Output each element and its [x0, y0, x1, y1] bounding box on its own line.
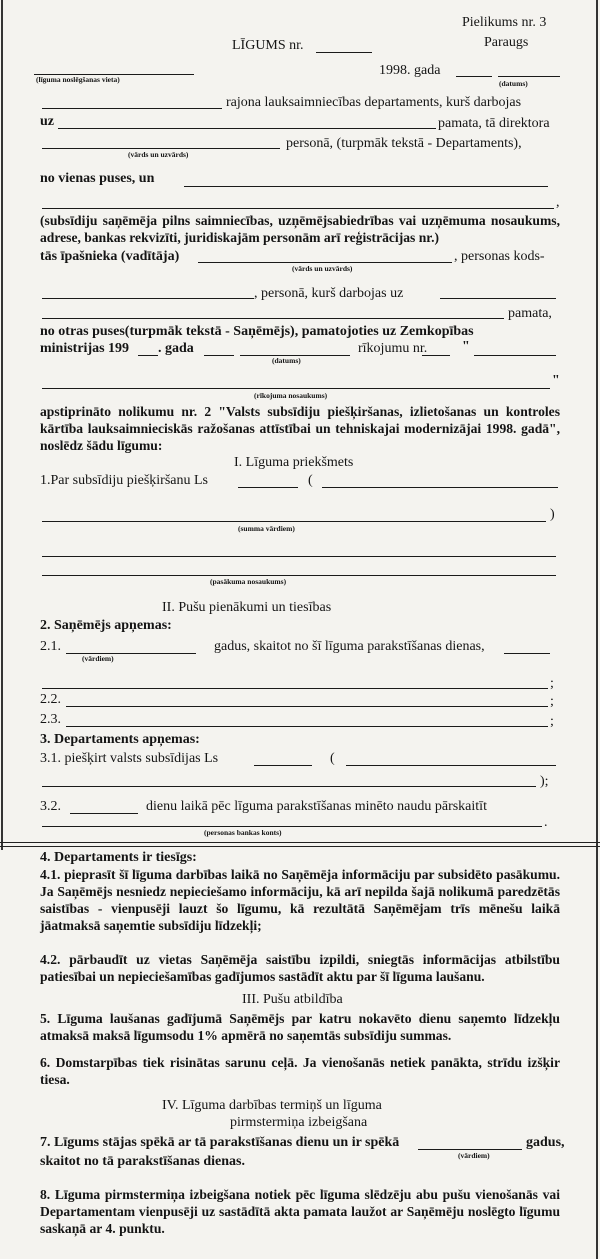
item21-tail-blank: [504, 653, 550, 654]
ipasnieka-label: tās īpašnieka (vadītāja): [40, 249, 180, 264]
director-name-caption: (vārds un uzvārds): [128, 150, 189, 159]
apstiprinato-text: apstiprināto nolikumu nr. 2 "Valsts subsīdiju piešķiršanas, izlietošanas un kontroles kārtība lauksaimnieciskās ražošanas attīstībai un tehniskajai modernizājai 1998. gadā", noslēdz šādu līgumu:: [40, 404, 560, 453]
comma-mark: ,: [556, 195, 560, 210]
section3-title: III. Pušu atbildība: [242, 992, 343, 1007]
contract-number-blank: [316, 52, 372, 53]
vienas-puses-text: no vienas puses, un: [40, 171, 155, 186]
order-date-caption: (datums): [272, 356, 301, 365]
rajona-text: rajona lauksaimniecības departaments, kurš darbojas: [226, 95, 522, 110]
item22-blank: [66, 706, 548, 707]
director-name-blank: [42, 148, 280, 149]
order-name-blank-1: [474, 355, 556, 356]
divider-rule-1: [0, 842, 600, 843]
departaments-apnemas-label: 3. Departaments apņemas:: [40, 732, 200, 747]
basis-blank-3: [42, 318, 504, 319]
order-date-blank-1: [204, 355, 234, 356]
paraugs-label: Paraugs: [484, 35, 529, 50]
pielikums-label: Pielikums nr. 3: [462, 15, 547, 30]
section4-title-line2: pirmstermiņa izbeigšana: [230, 1115, 368, 1130]
item31-paren-open: (: [330, 751, 335, 766]
district-blank: [42, 108, 222, 109]
sum-number-blank: [238, 487, 298, 488]
item6-text: 6. Domstarpības tiek risinātas sarunu ceļā. Ja vienošanās netiek panākta, strīdu izšķir tiesa.: [40, 1055, 560, 1087]
summa-caption: (summa vārdiem): [238, 524, 295, 533]
pamata-text: pamata,: [508, 306, 552, 321]
item8-text: 8. Līguma pirmstermiņa izbeigšana notiek pēc līguma slēdzēju abu pušu vienošanās vai Departamentam vienpusēji uz sastādītā akta pamata laužot ar Saņēmēju noslēgto līgumu saskaņā ar 4. punktu.: [40, 1187, 560, 1236]
subsidy-words-blank-1: [346, 765, 556, 766]
divider-rule-2: [0, 846, 600, 847]
project-blank-2: [42, 575, 556, 576]
personas-kods-text: , personas kods-: [454, 249, 545, 264]
pasakuma-caption: (pasākuma nosaukums): [210, 577, 287, 586]
item7-text-a: 7. Līgums stājas spēkā ar tā parakstīšanas dienu un ir spēkā: [40, 1135, 400, 1150]
validity-years-blank: [418, 1149, 522, 1150]
owner-name-blank: [198, 262, 452, 263]
semicolon-3: ;: [550, 714, 554, 729]
item1-text: 1.Par subsīdiju piešķiršanu Ls: [40, 473, 208, 488]
gada-text: . gada: [158, 341, 194, 356]
basis-blank: [58, 128, 436, 129]
quote-mark: ": [462, 339, 470, 354]
otras-puses-text: no otras puses(turpmāk tekstā - Saņēmējs), pamatojoties uz Zemkopības: [40, 324, 474, 339]
days-blank: [70, 813, 138, 814]
close-quote-mark: ": [552, 373, 560, 388]
item1-paren-close: ): [550, 507, 555, 522]
item21-label: 2.1.: [40, 639, 61, 654]
item22-label: 2.2.: [40, 692, 61, 707]
person-blank: [42, 298, 254, 299]
order-name-blank-2: [42, 388, 550, 389]
rikojumu-nr-text: rīkojumu nr.: [358, 341, 428, 356]
year-digit-blank: [138, 355, 158, 356]
basis-blank-2: [440, 298, 556, 299]
item1-paren-open: (: [308, 473, 313, 488]
semicolon-1: ;: [550, 676, 554, 691]
date-day-blank: [456, 76, 492, 77]
date-caption: (datums): [499, 79, 528, 88]
tiesigs-label: 4. Departaments ir tiesīgs:: [40, 850, 197, 865]
konta-caption: (personas bankas konts): [204, 828, 282, 837]
place-caption: (līguma noslēgšanas vieta): [36, 75, 120, 84]
item32-label: 3.2.: [40, 799, 61, 814]
recipient-blank-2: [42, 208, 554, 209]
section1-title: I. Līguma priekšmets: [234, 455, 354, 470]
item7-text-c: skaitot no tā parakstīšanas dienas.: [40, 1154, 245, 1169]
project-blank-1: [42, 556, 556, 557]
sum-words-blank-1: [322, 487, 558, 488]
item41-text: 4.1. pieprasīt šī līguma darbības laikā no Saņēmēja informāciju par subsidēto pasākumu. Ja Saņēmējs nesniedz nepieciešamo informāciju, kā arī nepilda šajā nolikumā paredzētās saistības - vienpusēji lauzt šo līgumu, kā rezultātā Saņēmējam trīs mēnešu laikā jāatmaksā saņemtie subsīdiju līdzekļi;: [40, 867, 560, 933]
item5-text: 5. Līguma laušanas gadījumā Saņēmējs par katru nokavēto dienu saņemto līdzekļu atmaksā maksā līgumsodu 1% apmērā no saņemtās subsīdiju summas.: [40, 1011, 560, 1043]
gadus-text: gadus, skaitot no šī līguma parakstīšanas dienas,: [214, 639, 485, 654]
item42-text: 4.2. pārbaudīt uz vietas Saņēmēja saistību izpildi, sniegtās informācijas atbilstību patiesībai un nepieciešamības gadījumos sastādīt aktu par šī līguma laušanu.: [40, 952, 560, 984]
item23-blank: [66, 726, 548, 727]
sum-words-blank-2: [42, 521, 546, 522]
item21-blank-2: [42, 688, 548, 689]
order-number-blank: [422, 355, 450, 356]
owner-name-caption: (vārds un uzvārds): [292, 264, 353, 273]
year-gada-label: 1998. gada: [379, 63, 441, 78]
order-name-caption: (rīkojuma nosaukums): [254, 391, 328, 400]
left-border-line: [1, 0, 3, 850]
semicolon-2: ;: [550, 694, 554, 709]
sanemejs-apnemas-label: 2. Saņēmējs apņemas:: [40, 618, 172, 633]
persona-departaments-text: personā, (turpmāk tekstā - Departaments),: [286, 136, 522, 151]
persona-kurs-text: , personā, kurš darbojas uz: [254, 286, 404, 301]
item7-text-b: gadus,: [526, 1135, 565, 1150]
item32-period: .: [544, 815, 548, 830]
page-title: LĪGUMS nr.: [232, 38, 304, 53]
subsidy-sum-blank: [254, 765, 312, 766]
dienu-text: dienu laikā pēc līguma parakstīšanas minēto naudu pārskaitīt: [146, 799, 487, 814]
recipient-blank-1: [184, 186, 548, 187]
item7-vardiem-caption: (vārdiem): [458, 1151, 490, 1160]
pamata-ta-text: pamata, tā direktora: [438, 116, 550, 131]
subsid-description: (subsīdiju saņēmēja pilns saimniecības, uzņēmējsabiedrības vai uzņēmuma nosaukums, adrese, bankas rekvizīti, juridiskajām personām arī reģistrācijas nr.): [40, 213, 560, 245]
right-border-line: [596, 0, 598, 1259]
item31-text: 3.1. piešķirt valsts subsīdijas Ls: [40, 751, 219, 766]
date-month-blank: [498, 76, 560, 77]
item31-close: );: [540, 774, 549, 789]
subsidy-words-blank-2: [42, 786, 536, 787]
bank-account-blank: [42, 826, 542, 827]
item23-label: 2.3.: [40, 712, 61, 727]
section2-title: II. Pušu pienākumi un tiesības: [162, 600, 332, 615]
section4-title-line1: IV. Līguma darbības termiņš un līguma: [162, 1098, 382, 1113]
vardiem-caption: (vārdiem): [82, 654, 114, 663]
ministrijas-199-text: ministrijas 199: [40, 341, 130, 356]
uz-label: uz: [40, 114, 54, 129]
